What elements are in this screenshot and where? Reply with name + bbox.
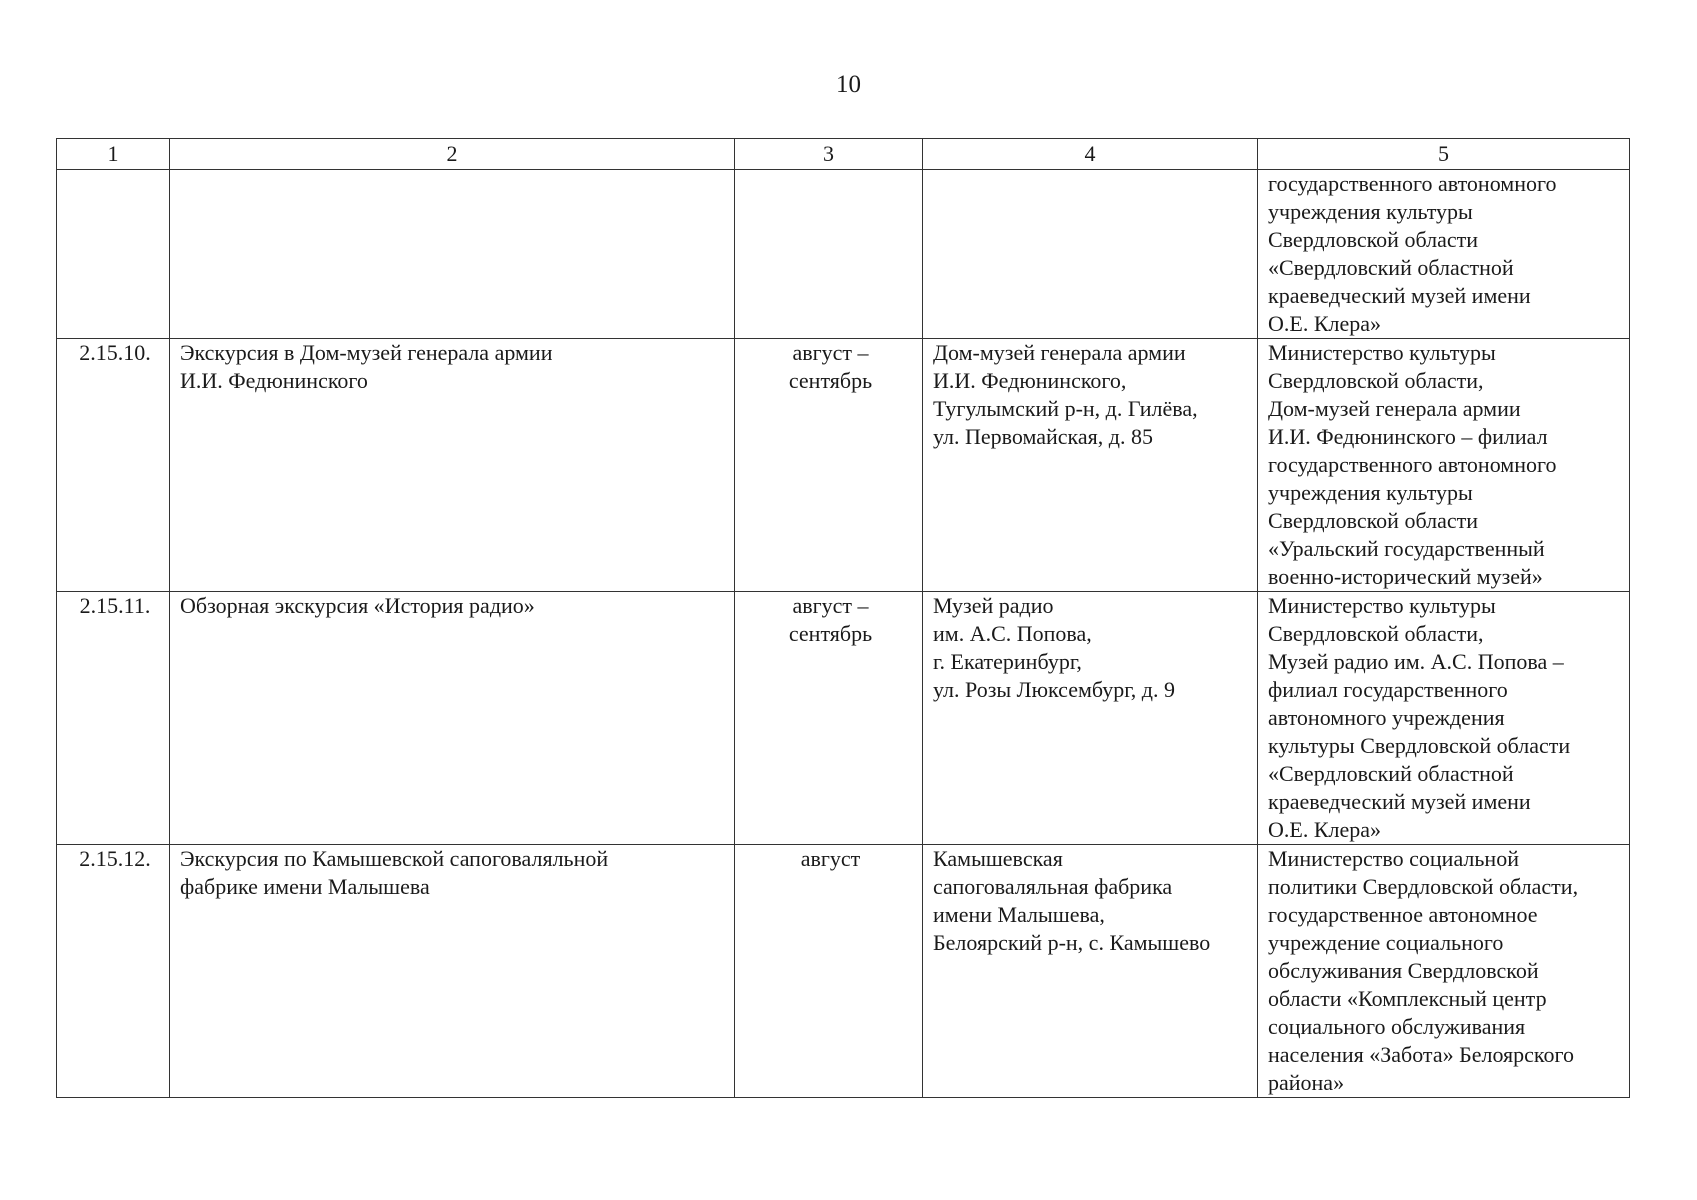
org-line: государственное автономное	[1268, 902, 1538, 927]
cell-num	[57, 170, 170, 339]
org-line: И.И. Федюнинского – филиал	[1268, 424, 1548, 449]
org-line: «Свердловский областной	[1268, 255, 1514, 280]
org-line: Министерство культуры	[1268, 340, 1496, 365]
org-line: учреждения культуры	[1268, 480, 1473, 505]
cell-num: 2.15.10.	[57, 339, 170, 592]
org-line: Министерство социальной	[1268, 846, 1519, 871]
org-line: автономного учреждения	[1268, 705, 1505, 730]
org-line: Дом-музей генерала армии	[1268, 396, 1521, 421]
org-line: населения «Забота» Белоярского	[1268, 1042, 1574, 1067]
org-line: О.Е. Клера»	[1268, 817, 1382, 842]
cell-place	[923, 170, 1258, 339]
org-line: «Свердловский областной	[1268, 761, 1514, 786]
place-line: Музей радио	[933, 593, 1054, 618]
page-number: 10	[836, 71, 861, 98]
org-line: учреждения культуры	[1268, 199, 1473, 224]
cell-name	[170, 845, 735, 1098]
name-line: фабрике имени Малышева	[180, 874, 430, 899]
name-line: И.И. Федюнинского	[180, 368, 368, 393]
org-line: социального обслуживания	[1268, 1014, 1526, 1039]
org-line: Свердловской области,	[1268, 621, 1484, 646]
cell-place	[923, 592, 1258, 845]
org-line: Свердловской области	[1268, 227, 1478, 252]
cell-date	[735, 339, 923, 592]
org-line: Свердловской области,	[1268, 368, 1484, 393]
place-line: Белоярский р-н, с. Камышево	[933, 930, 1211, 955]
table-row	[57, 339, 1630, 592]
org-line: Министерство культуры	[1268, 593, 1496, 618]
org-line: «Уральский государственный	[1268, 536, 1545, 561]
cell-name	[170, 592, 735, 845]
place-line: И.И. Федюнинского,	[933, 368, 1127, 393]
cell-name	[170, 339, 735, 592]
header-col-5: 5	[1258, 139, 1630, 170]
cell-date	[735, 845, 923, 1098]
place-line: Камышевская	[933, 846, 1063, 871]
org-line: О.Е. Клера»	[1268, 311, 1382, 336]
cell-place	[923, 339, 1258, 592]
date-line: август –	[792, 340, 869, 365]
org-line: культуры Свердловской области	[1268, 733, 1571, 758]
date-line: август –	[792, 593, 869, 618]
cell-org	[1258, 170, 1630, 339]
place-line: ул. Первомайская, д. 85	[933, 424, 1153, 449]
cell-num: 2.15.11.	[57, 592, 170, 845]
org-line: обслуживания Свердловской	[1268, 958, 1539, 983]
org-line: военно-исторический музей»	[1268, 564, 1543, 589]
cell-org	[1258, 339, 1630, 592]
place-line: ул. Розы Люксембург, д. 9	[933, 677, 1175, 702]
org-line: учреждение социального	[1268, 930, 1504, 955]
org-line: филиал государственного	[1268, 677, 1508, 702]
header-col-4: 4	[923, 139, 1258, 170]
place-line: им. А.С. Попова,	[933, 621, 1092, 646]
header-col-1: 1	[57, 139, 170, 170]
table-row	[57, 845, 1630, 1098]
cell-date	[735, 170, 923, 339]
cell-place	[923, 845, 1258, 1098]
header-col-2: 2	[170, 139, 735, 170]
org-line: краеведческий музей имени	[1268, 789, 1531, 814]
table-row	[57, 592, 1630, 845]
events-table	[56, 138, 1630, 1098]
org-line: государственного автономного	[1268, 171, 1557, 196]
header-col-3: 3	[735, 139, 923, 170]
cell-org	[1258, 592, 1630, 845]
name-line: Экскурсия по Камышевской сапоговаляльной	[180, 846, 609, 871]
org-line: района»	[1268, 1070, 1345, 1095]
place-line: г. Екатеринбург,	[933, 649, 1082, 674]
name-line: Обзорная экскурсия «История радио»	[180, 593, 535, 618]
table-row-continuation	[57, 170, 1630, 339]
place-line: имени Малышева,	[933, 902, 1105, 927]
place-line: сапоговаляльная фабрика	[933, 874, 1173, 899]
date-line: сентябрь	[788, 621, 873, 646]
cell-name	[170, 170, 735, 339]
org-line: Музей радио им. А.С. Попова –	[1268, 649, 1564, 674]
place-line: Дом-музей генерала армии	[933, 340, 1186, 365]
date-line: сентябрь	[788, 368, 873, 393]
org-line: области «Комплексный центр	[1268, 986, 1547, 1011]
place-line: Тугулымский р-н, д. Гилёва,	[933, 396, 1198, 421]
org-line: Свердловской области	[1268, 508, 1478, 533]
cell-date	[735, 592, 923, 845]
org-line: государственного автономного	[1268, 452, 1557, 477]
org-line: краеведческий музей имени	[1268, 283, 1531, 308]
name-line: Экскурсия в Дом-музей генерала армии	[180, 340, 553, 365]
org-line: политики Свердловской области,	[1268, 874, 1579, 899]
date-line: август	[800, 846, 861, 871]
header-row	[57, 139, 1630, 170]
cell-num: 2.15.12.	[57, 845, 170, 1098]
cell-org	[1258, 845, 1630, 1098]
